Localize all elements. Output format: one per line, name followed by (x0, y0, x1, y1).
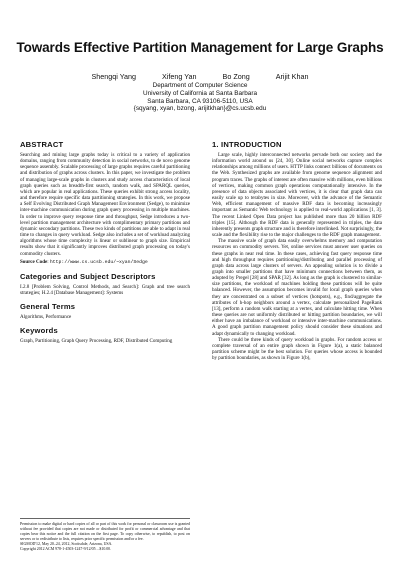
keywords-text: Graph, Partitioning, Graph Query Processing, RDF, Distributed Computing (20, 338, 173, 345)
source-code-link[interactable]: http://www.cs.ucsb.edu/~xyan/Sedge (49, 259, 148, 265)
author-name: Arijit Khan (275, 72, 309, 81)
intro-heading: 1. INTRODUCTION (212, 140, 282, 149)
categories-text: I.2.8 [Problem Solving, Control Methods, and Search]: Graph and tree search strategies; H.2.4 [Database Management]: Systems (20, 283, 190, 297)
abstract-text: Searching and mining large graphs today is critical to a variety of application domains, ranging from community detection in social networks, to de novo genome sequence assembly. Scalable processing of large graphs requires careful partitioning and distribution of graphs across clusters. In this paper, we investigate the problem of managing large-scale graphs in clusters and study access characteristics of local graph queries such as breadth-first search, random walk, and SPARQL queries, which are popular in real applications. These queries exhibit strong access locality, and therefore require specific data partitioning strategies. In this work, we propose a Self Evolving Distributed Graph Management Environment (Sedge), to minimize inter-machine communication during graph query processing in multiple machines. In order to improve query response time and throughput, Sedge introduces a two-level partition management architecture with complimentary primary partitions and dynamic secondary partitions. These two kinds of partitions are able to adapt in real time to changes in query workload. Sedge also includes a set of workload analyzing algorithms whose time complexity is linear or sublinear to graph size. Empirical results show that it significantly improves distributed graph processing on today's commodity clusters. (20, 152, 190, 257)
abstract-heading: ABSTRACT (20, 140, 64, 149)
affiliation-university: University of California at Santa Barbara (142, 89, 258, 97)
author-name: Bo Zong (222, 72, 250, 81)
copyright-line: Copyright 2012 ACM 978-1-4503-1247-9/12/05 ...$10.00. (20, 546, 112, 551)
left-column (20, 140, 190, 344)
affiliation (0, 82, 400, 113)
author-name: Shengqi Yang (91, 72, 137, 81)
conference-line: SIGMOD'12, May 20–24, 2012, Scottsdale, Arizona, USA. (20, 541, 113, 546)
general-terms-heading: General Terms (20, 302, 76, 312)
intro-paragraph: Large scale, highly interconnected networks pervade both our society and the information world around us [24, 30]. Online social networks capture complex relationships among millions of users. HTTP links connect billions of documents on the Web. Synthesized graphs are available from genome sequence alignment and program traces. The graphs of interest are often massive with millions, even billions of vertices, making common graph operations computationally intensive. In the presence of data objects associated with vertices, it is clear that graph data can easily scale up to terabytes in size. Moreover, with the advance of the Semantic Web, efficient management of massive RDF data is becoming increasingly important as Semantic Web technology is applied to real-world applications [1, 3]. The recent Linked Open Data project has published more than 20 billion RDF triples [15]. Although the RDF data is generally represented in triples, the data inherently presents graph structure and is therefore interlinked. Not surprisingly, the scale and the flexibility rise to the major challenges to the RDF graph management. (212, 152, 382, 239)
intro-paragraph: There could be three kinds of query workload in graphs. For random access or complete traversal of an entire graph shown in Figure 1(a), a static balanced partition scheme might be the best solution. For queries whose access is bounded by partition boundaries, as shown in Figure 1(b), (212, 336, 382, 362)
copyright-footer (20, 518, 190, 551)
permission-notice: Permission to make digital or hard copies of all or part of this work for personal or classroom use is granted without fee provided that copies are not made or distributed for profit or commercial advantage and that copies bear this notice and the full citation on the first page. To copy otherwise, to republish, to post on servers or to redistribute to lists, requires prior specific permission and/or a fee. (20, 522, 190, 541)
source-code-line: Source Code: http://www.cs.ucsb.edu/~xyan/Sedge (20, 258, 148, 265)
paper-title: Towards Effective Partition Management for Large Graphs (16, 40, 384, 55)
intro-paragraph: The massive scale of graph data easily overwhelms memory and computation resources on commodity servers. Yet, online services must answer user queries on these graphs in near real time. In these cases, achieving fast query response time and high throughput requires partitioning/distributing and parallel processing of graph data across large clusters of servers. An appealing solution is to divide a graph into smaller partitions that have minimum connections between them, as adopted by Pregel [28] and SPAR [32]. As long as the graph is clustered to similar-size partitions, the workload of machines holding these partitions will be quite balanced. However, the assumption becomes invalid for local graph queries when they are concentrated on a subset of vertices (hotspots), e.g., find/aggregate the attributes of h-hop neighbors around a vertex, calculate personalized PageRank [13], perform a random walk starting at a vertex, and calculate hitting time. When these queries are not uniformly distributed or hitting partition boundaries, we will either have an imbalance of workload or intensive inter-machine communications. A good graph partition management policy should consider these situations and adapt dynamically to changing workload. (212, 238, 382, 337)
keywords-heading: Keywords (20, 326, 58, 336)
affiliation-address: Santa Barbara, CA 93106-5110, USA (147, 97, 253, 105)
author-name: Xifeng Yan (162, 72, 197, 81)
right-column (212, 140, 382, 361)
author-list (0, 72, 400, 81)
general-terms-text: Algorithms, Performance (20, 314, 72, 321)
categories-heading: Categories and Subject Descriptors (20, 271, 156, 281)
affiliation-department: Department of Computer Science (152, 82, 248, 89)
affiliation-email: {sqyang, xyan, bzong, arijitkhan}@cs.ucsb.edu (133, 105, 267, 113)
source-code-label: Source Code (20, 258, 48, 265)
